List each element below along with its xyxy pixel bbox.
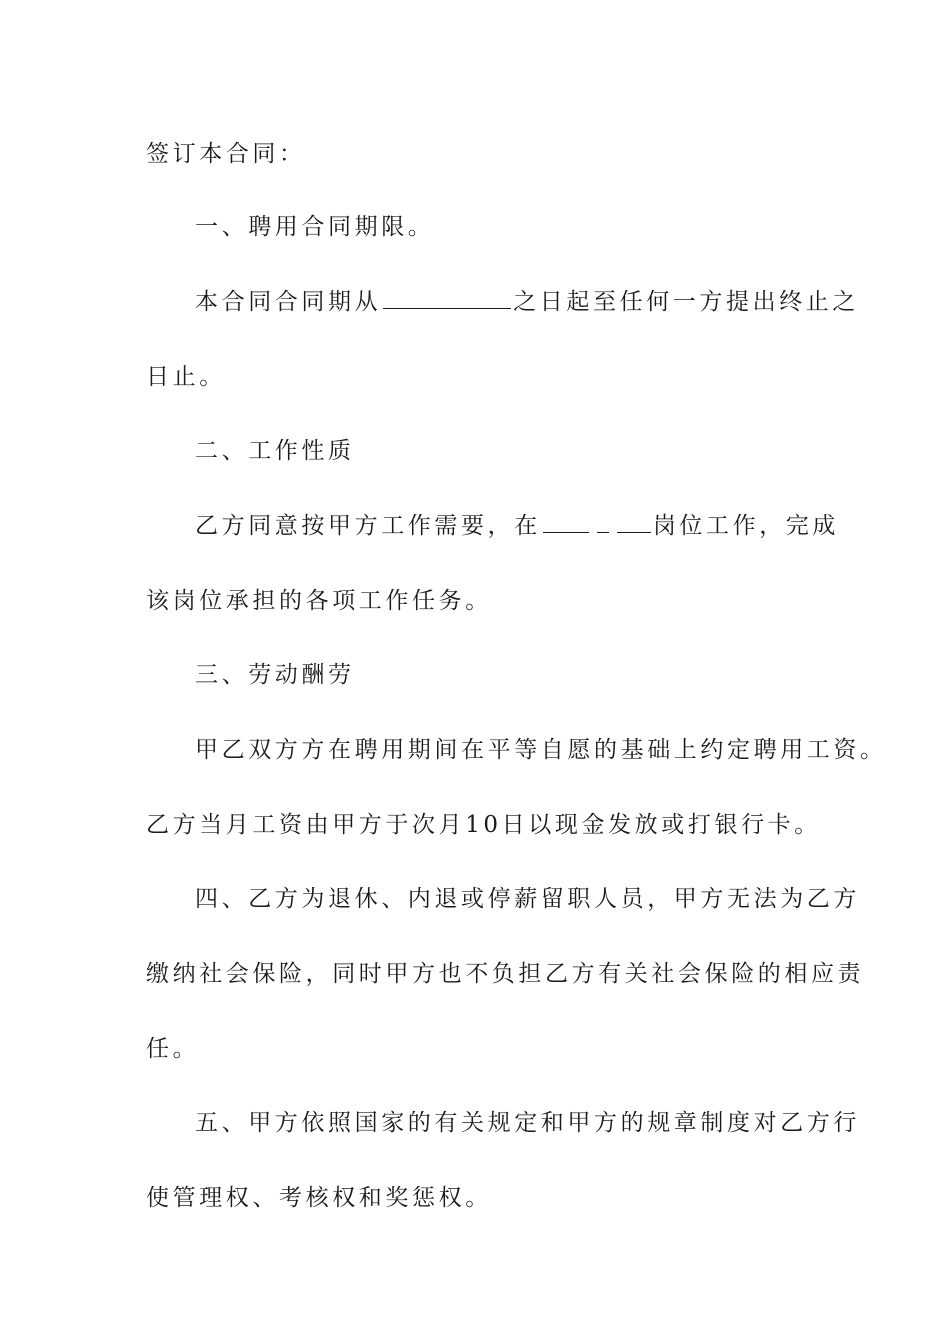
paragraph-work <box>195 511 865 541</box>
fill-in-blank <box>597 512 609 533</box>
text-line: 二、工作性质 <box>195 438 355 464</box>
text-line: 五、甲方依照国家的有关规定和甲方的规章制度对乙方行 <box>195 1110 860 1136</box>
section-4-end <box>146 1034 816 1064</box>
section-4-cont <box>146 959 865 989</box>
text-line: 之日起至任何一方提出终止之 <box>513 289 860 315</box>
text-line: 本合同合同期从 <box>195 289 382 315</box>
section-heading-2 <box>195 436 865 466</box>
paragraph-pay <box>195 735 887 765</box>
text-line: 四、乙方为退休、内退或停薪留职人员，甲方无法为乙方 <box>195 886 860 912</box>
text-line: 乙方当月工资由甲方于次月10日以现金发放或打银行卡。 <box>146 812 821 838</box>
section-4 <box>195 884 865 914</box>
paragraph-intro <box>146 139 816 169</box>
text-line: 乙方同意按甲方工作需要，在 <box>195 513 541 539</box>
section-5-cont <box>146 1183 816 1213</box>
paragraph-pay-cont <box>146 810 821 840</box>
section-5 <box>195 1108 865 1138</box>
text-line: 甲乙双方方在聘用期间在平等自愿的基础上约定聘用工资。 <box>195 737 887 763</box>
section-heading-3 <box>195 660 865 690</box>
text-line: 该岗位承担的各项工作任务。 <box>146 588 492 614</box>
text-line: 使管理权、考核权和奖惩权。 <box>146 1185 492 1211</box>
paragraph-term-cont <box>146 362 816 392</box>
text-line: 日止。 <box>146 364 226 390</box>
paragraph-term <box>195 287 865 317</box>
section-heading-1 <box>195 212 865 242</box>
text-line: 缴纳社会保险，同时甲方也不负担乙方有关社会保险的相应责 <box>146 961 865 987</box>
fill-in-blank <box>543 512 589 533</box>
text-line: 签订本合同： <box>146 141 306 167</box>
text-line: 一、聘用合同期限。 <box>195 214 435 240</box>
fill-in-blank <box>617 512 651 533</box>
fill-in-blank <box>383 288 511 309</box>
text-line: 三、劳动酬劳 <box>195 662 355 688</box>
paragraph-work-cont <box>146 586 816 616</box>
text-line: 任。 <box>146 1036 200 1062</box>
text-line: 岗位工作，完成 <box>652 513 840 539</box>
